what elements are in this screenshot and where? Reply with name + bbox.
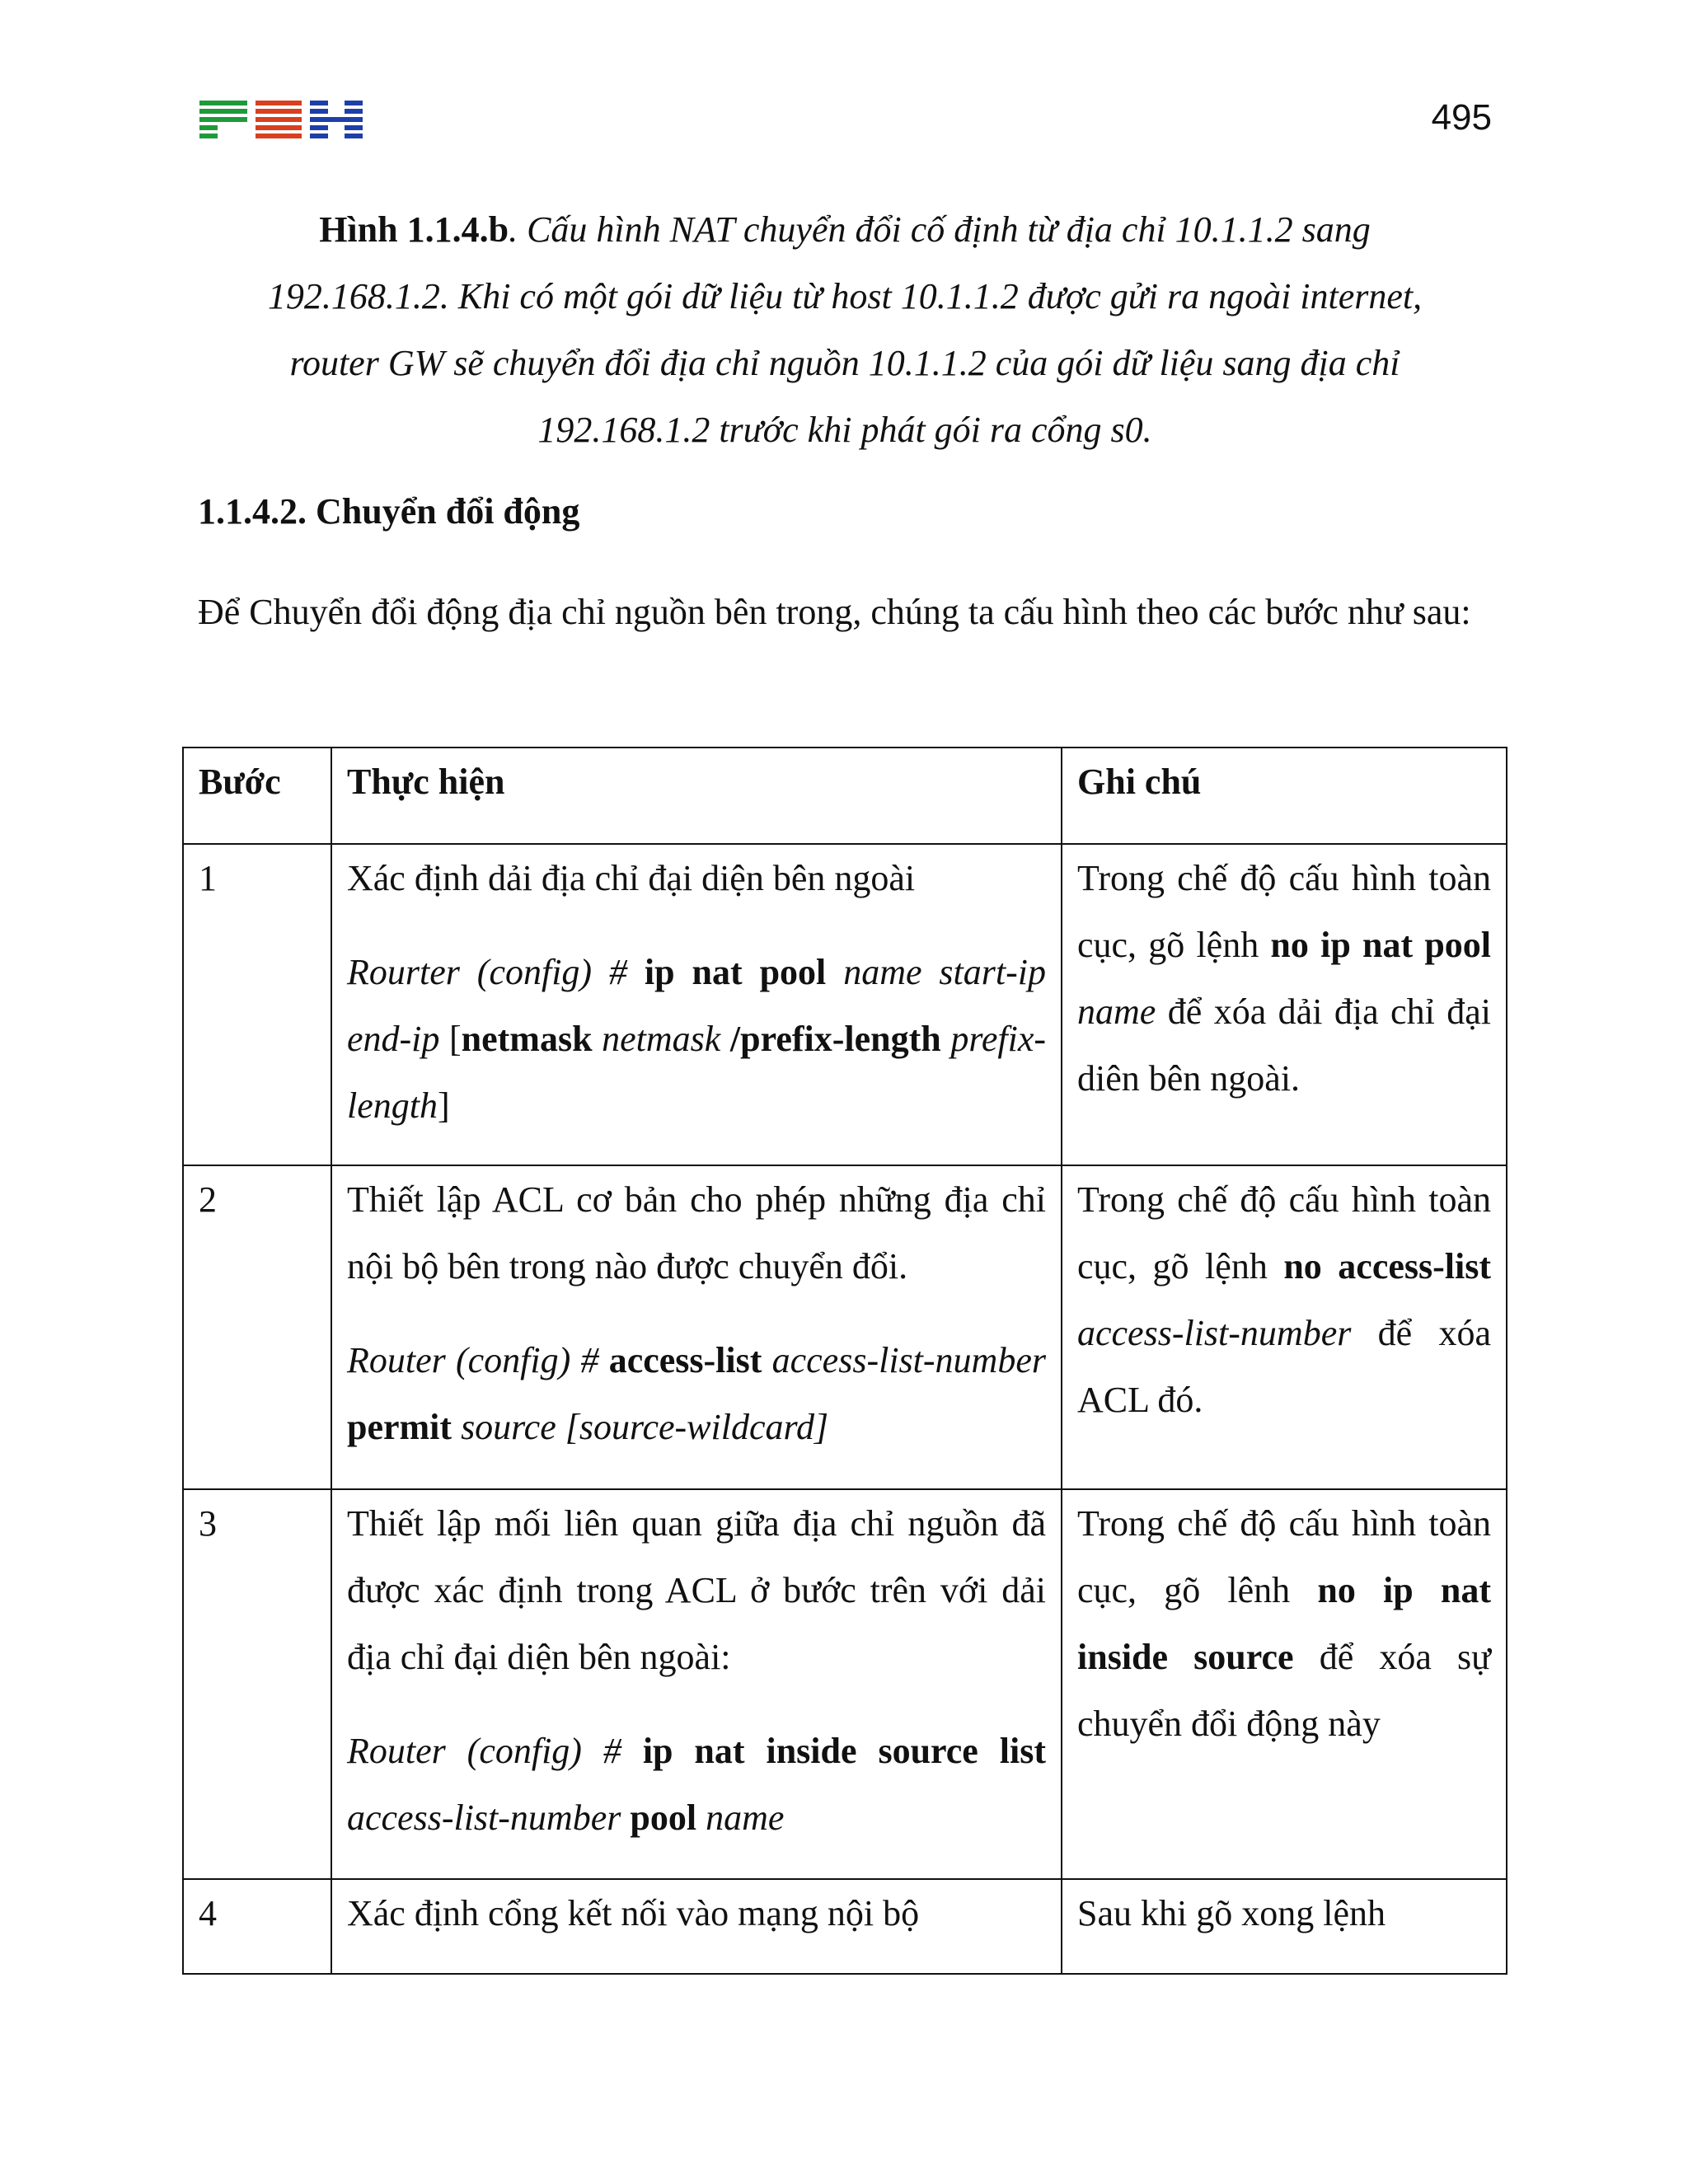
step-number: 4 xyxy=(183,1879,331,1974)
caption-text-1: . Cấu hình NAT chuyển đổi cố định từ địa chỉ 10.1.1.2 sang xyxy=(509,209,1371,250)
section-heading: 1.1.4.2. Chuyển đổi động xyxy=(198,491,580,532)
pnh-logo xyxy=(198,101,363,145)
step-action xyxy=(331,1165,1062,1489)
step-note: Trong chế độ cấu hình toàn cục, gõ lệnh no ip nat pool name để xóa dải địa chỉ đại diên bên ngoài. xyxy=(1062,844,1507,1165)
caption-line-3: router GW sẽ chuyển đổi địa chỉ nguồn 10.1.1.2 của gói dữ liệu sang địa chỉ xyxy=(289,343,1400,383)
logo-letter-n xyxy=(256,101,302,138)
table-row xyxy=(183,1489,1507,1879)
table-row xyxy=(183,1165,1507,1489)
table-header-row xyxy=(183,748,1507,844)
caption-line-4: 192.168.1.2 trước khi phát gói ra cổng s0. xyxy=(537,410,1152,450)
step-action xyxy=(331,844,1062,1165)
logo-letter-h xyxy=(310,101,363,138)
step-number: 3 xyxy=(183,1489,331,1879)
command-syntax: Router (config) # access-list access-list-number permit source [source-wildcard] xyxy=(347,1340,1046,1447)
header-step: Bước xyxy=(183,748,331,844)
table-row xyxy=(183,844,1507,1165)
step-note: Trong chế độ cấu hình toàn cục, gõ lệnh no access-list access-list-number để xóa ACL đó. xyxy=(1062,1165,1507,1489)
caption-label: Hình 1.1.4.b xyxy=(319,209,509,250)
action-text: Thiết lập mối liên quan giữa địa chỉ nguồn đã được xác định trong ACL ở bước trên với dải địa chỉ đại diện bên ngoài: xyxy=(347,1503,1046,1677)
section-intro: Để Chuyển đổi động địa chỉ nguồn bên trong, chúng ta cấu hình theo các bước như sau: xyxy=(198,592,1471,632)
step-action xyxy=(331,1879,1062,1974)
logo-letter-p xyxy=(199,101,247,138)
caption-line-2: 192.168.1.2. Khi có một gói dữ liệu từ host 10.1.1.2 được gửi ra ngoài internet, xyxy=(267,276,1423,316)
step-action xyxy=(331,1489,1062,1879)
header-note: Ghi chú xyxy=(1062,748,1507,844)
table-row xyxy=(183,1879,1507,1974)
header-action: Thực hiện xyxy=(331,748,1062,844)
action-text: Xác định cổng kết nối vào mạng nội bộ xyxy=(347,1893,920,1933)
step-number: 2 xyxy=(183,1165,331,1489)
step-number: 1 xyxy=(183,844,331,1165)
steps-table xyxy=(182,747,1507,1975)
action-text: Thiết lập ACL cơ bản cho phép những địa chỉ nội bộ bên trong nào được chuyển đổi. xyxy=(347,1179,1046,1286)
figure-caption xyxy=(190,196,1500,463)
action-text: Xác định dải địa chỉ đại diện bên ngoài xyxy=(347,858,916,898)
step-note: Trong chế độ cấu hình toàn cục, gõ lênh no ip nat inside source để xóa sự chuyển đổi động này xyxy=(1062,1489,1507,1879)
step-note: Sau khi gõ xong lệnh xyxy=(1062,1879,1507,1974)
caption-line-1 xyxy=(190,196,1500,263)
page-number: 495 xyxy=(1431,97,1492,138)
command-syntax: Router (config) # ip nat inside source list access-list-number pool name xyxy=(347,1731,1046,1838)
command-syntax: Rourter (config) # ip nat pool name start-ip end-ip [netmask netmask /prefix-length prefix-length] xyxy=(347,952,1047,1126)
